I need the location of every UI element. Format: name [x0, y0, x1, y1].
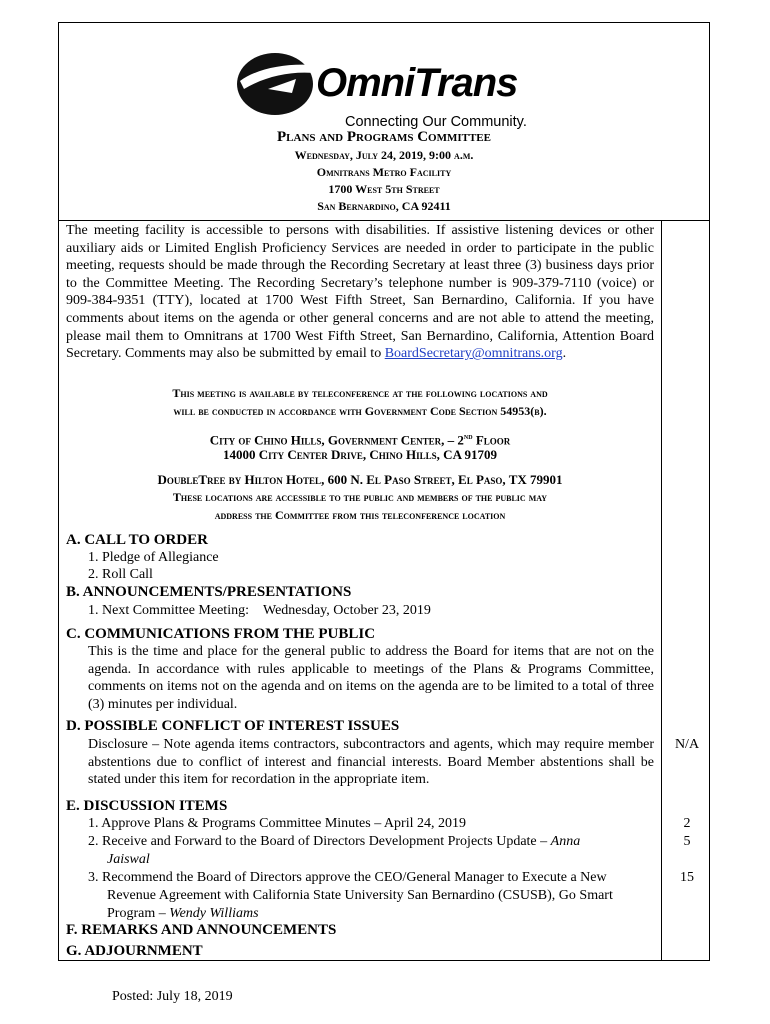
- section-d-title: D. POSSIBLE CONFLICT OF INTEREST ISSUES: [66, 718, 400, 734]
- meeting-city: San Bernardino, CA 92411: [317, 199, 451, 213]
- item-e3-line-2: Revenue Agreement with California State University San Bernardino (CSUSB), Go Smart: [107, 888, 613, 903]
- item-e1: 1. Approve Plans & Programs Committee Minutes – April 24, 2019: [88, 816, 466, 831]
- teleconference-note-2: address the Committee from this teleconference location: [214, 508, 506, 522]
- omnitrans-logo: [230, 41, 550, 141]
- section-b-title: B. ANNOUNCEMENTS/PRESENTATIONS: [66, 584, 352, 600]
- omnitrans-swoosh-icon: [234, 49, 316, 119]
- meeting-street: 1700 West 5th Street: [328, 182, 440, 196]
- item-e2-page: 5: [683, 834, 691, 849]
- item-e2-text: 2. Receive and Forward to the Board of Directors Development Projects Update –: [88, 834, 551, 849]
- header-cell: [59, 23, 709, 221]
- section-c-text: This is the time and place for the general public to address the Board for items that are not on the agenda. In accordance with rules applicable to meetings of the Plans & Programs Committee, comments on items not on the agenda and on items on the agenda are to be limited to a total of three (3) minutes per individual.: [88, 644, 654, 712]
- accessibility-text: The meeting facility is accessible to persons with disabilities. If assistive listening devices or other auxiliary aids or Limited English Proficiency Services are needed in order to participate in the public meeting, requests should be made through the Recording Secretary at least three (3) business days prior to the Committee Meeting. The Recording Secretary’s telephone number is 909-379-7110 (voice) or 909-384-9351 (TTY), located at 1700 West Fifth Street, San Bernardino, California. If you have comments about items on the agenda or other general concerns and are not able to attend the meeting, please mail them to Omnitrans at 1700 West Fifth Street, San Bernardino, California, Attention Board Secretary. Comments may also be submitted by email to: [66, 223, 654, 362]
- section-f-title: F. REMARKS AND ANNOUNCEMENTS: [66, 922, 337, 938]
- section-c-title: C. COMMUNICATIONS FROM THE PUBLIC: [66, 626, 376, 642]
- teleconference-note-1: These locations are accessible to the public and members of the public may: [172, 490, 548, 504]
- teleconference-location-2: DoubleTree by Hilton Hotel, 600 N. El Paso Street, El Paso, TX 79901: [157, 472, 563, 487]
- item-a2: 2. Roll Call: [88, 567, 153, 582]
- item-e3-line-1: 3. Recommend the Board of Directors approve the CEO/General Manager to Execute a New: [88, 870, 607, 885]
- item-e3-line-3-text: Program –: [107, 906, 170, 921]
- item-e2-presenter-last-text: Jaiswal: [107, 852, 150, 867]
- board-secretary-email-link[interactable]: BoardSecretary@omnitrans.org: [384, 346, 563, 362]
- posted-date: Posted: July 18, 2019: [112, 989, 233, 1004]
- teleconference-line-1: This meeting is available by teleconference at the following locations and: [172, 386, 548, 400]
- item-e1-page: 2: [683, 816, 691, 831]
- location-1-superscript: nd: [463, 432, 473, 441]
- section-a-title: A. CALL TO ORDER: [66, 532, 208, 548]
- agenda-table: [58, 22, 710, 961]
- logo-tagline: Connecting Our Community.: [345, 114, 527, 130]
- item-e2: [88, 833, 580, 851]
- item-b1: [88, 602, 431, 620]
- section-g-title: G. ADJOURNMENT: [66, 943, 203, 959]
- location-1-part-b: Floor: [472, 432, 511, 448]
- teleconference-line-2: will be conducted in accordance with Government Code Section 54953(b).: [173, 404, 547, 418]
- accessibility-notice: [66, 222, 654, 363]
- logo-wordmark: OmniTrans: [316, 61, 518, 105]
- accessibility-end: .: [562, 346, 567, 362]
- item-e2-presenter-last: [107, 851, 150, 869]
- committee-title: Plans and Programs Committee: [277, 129, 491, 145]
- meeting-date-time: Wednesday, July 24, 2019, 9:00 a.m.: [294, 148, 474, 162]
- meeting-facility: Omnitrans Metro Facility: [316, 165, 452, 179]
- meeting-info: [59, 128, 709, 215]
- item-e3-line-3: [107, 905, 259, 923]
- section-d-page: N/A: [674, 737, 700, 752]
- section-d-text: Disclosure – Note agenda items contractors, subcontractors and agents, which may require member abstentions due to conflict of interest and financial interests. Board Member abstentions shall be stated under this item for recordation in the appropriate item.: [88, 737, 654, 788]
- page-number-column-divider: [661, 220, 662, 960]
- location-1-part-a: City of Chino Hills, Government Center, – 2: [209, 432, 464, 448]
- item-b1-value: Wednesday, October 23, 2019: [262, 603, 431, 618]
- item-a1: 1. Pledge of Allegiance: [88, 550, 219, 565]
- item-e2-presenter-first: Anna: [550, 834, 581, 849]
- item-b1-label: 1. Next Committee Meeting:: [88, 603, 249, 618]
- section-e-title: E. DISCUSSION ITEMS: [66, 798, 228, 814]
- item-e3-page: 15: [680, 870, 694, 885]
- teleconference-location-1-address: 14000 City Center Drive, Chino Hills, CA 91709: [222, 447, 497, 462]
- item-e3-presenter: Wendy Williams: [169, 906, 259, 921]
